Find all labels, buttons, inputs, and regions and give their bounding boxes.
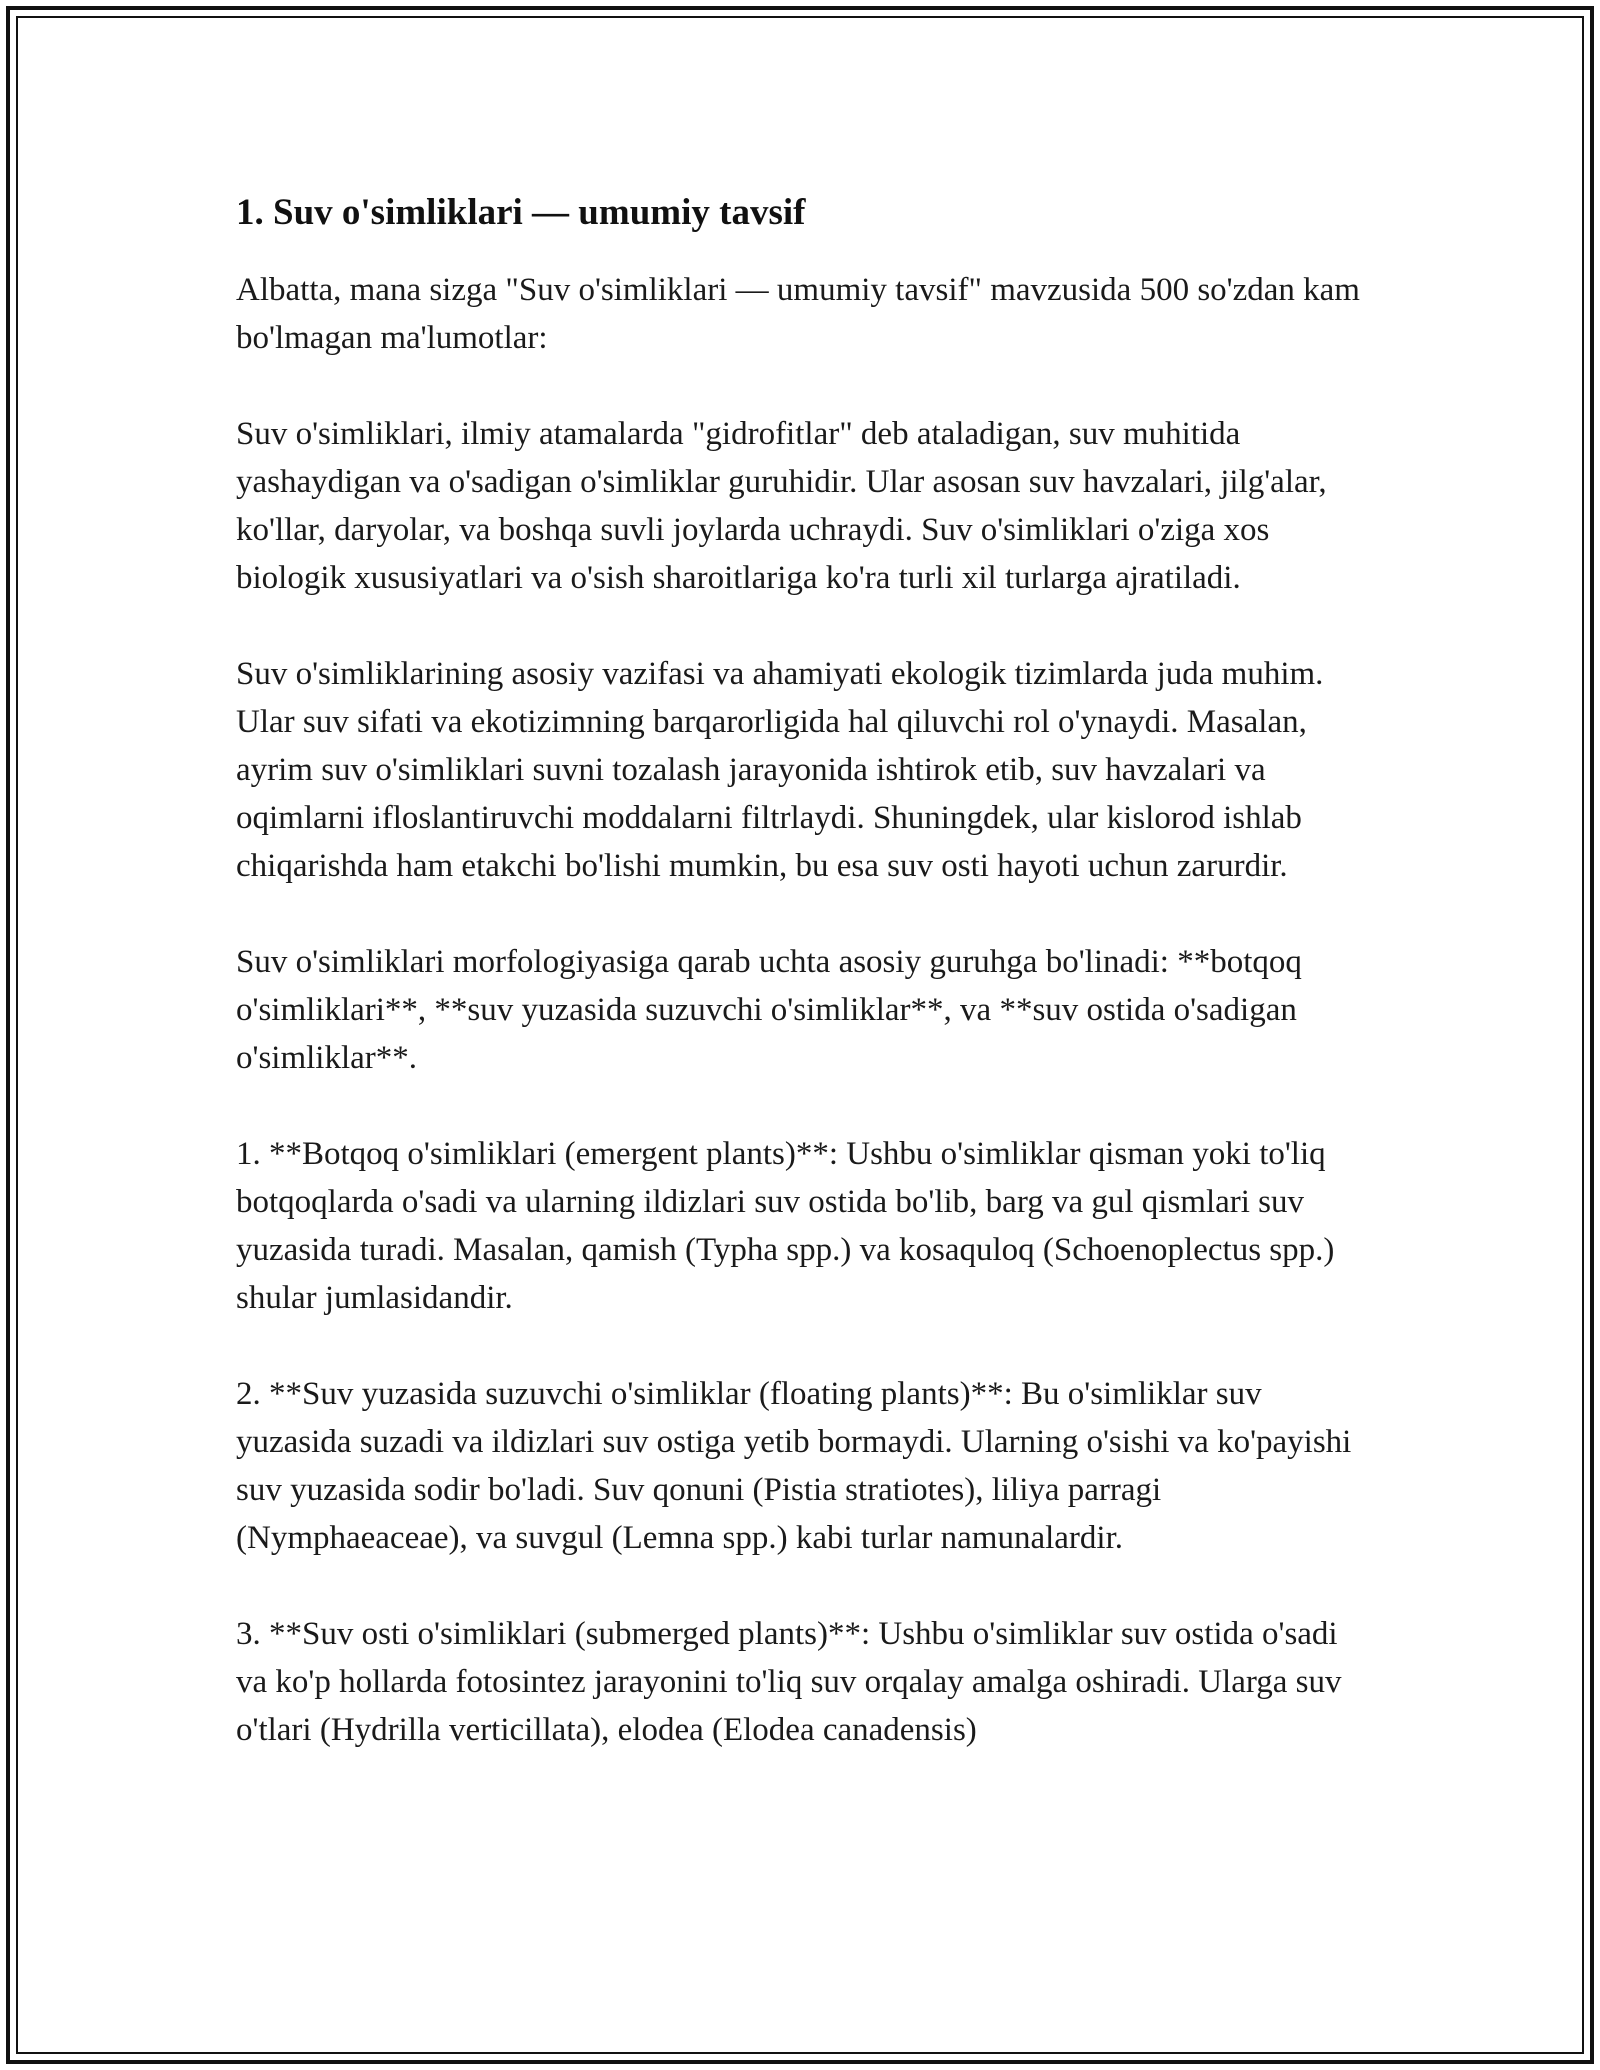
- submerged-plants-paragraph: 3. **Suv osti o'simliklari (submerged plants)**: Ushbu o'simliklar suv ostida o'sadi va ko'p hollarda fotosintez jarayonini to'liq suv orqalay amalga oshiradi. Ularga suv o'tlari (Hydrilla verticillata), elodea (Elodea canadensis): [236, 1616, 1342, 1748]
- importance-paragraph: Suv o'simliklarining asosiy vazifasi va ahamiyati ekologik tizimlarda juda muhim. Ular suv sifati va ekotizimning barqarorligida hal qiluvchi rol o'ynaydi. Masalan, ayrim suv o'simliklari suvni tozalash jarayonida ishtirok etib, suv havzalari va oqimlarni ifloslantiruvchi moddalarni filtrlaydi. Shuningdek, ular kislorod ishlab chiqarishda ham etakchi bo'lishi mumkin, bu esa suv osti hayoti uchun zarurdir.: [236, 656, 1324, 884]
- document-body: [236, 186, 1376, 1754]
- definition-paragraph: Suv o'simliklari, ilmiy atamalarda "gidrofitlar" deb ataladigan, suv muhitida yashaydigan va o'sadigan o'simliklar guruhidir. Ular asosan suv havzalari, jilg'alar, ko'llar, daryolar, va boshqa suvli joylarda uchraydi. Suv o'simliklari o'ziga xos biologik xususiyatlari va o'sish sharoitlariga ko'ra turli xil turlarga ajratiladi.: [236, 416, 1327, 596]
- floating-plants-paragraph: 2. **Suv yuzasida suzuvchi o'simliklar (floating plants)**: Bu o'simliklar suv yuzasida suzadi va ildizlari suv ostiga yetib bormaydi. Ularning o'sishi va ko'payishi suv yuzasida sodir bo'ladi. Suv qonuni (Pistia stratiotes), liliya parragi (Nymphaeaceae), va suvgul (Lemna spp.) kabi turlar namunalardir.: [236, 1376, 1352, 1556]
- intro-paragraph: Albatta, mana sizga "Suv o'simliklari — umumiy tavsif" mavzusida 500 so'zdan kam bo'lmagan ma'lumotlar:: [236, 272, 1360, 356]
- classification-paragraph: Suv o'simliklari morfologiyasiga qarab uchta asosiy guruhga bo'linadi: **botqoq o'simliklari**, **suv yuzasida suzuvchi o'simliklar**, va **suv ostida o'sadigan o'simliklar**.: [236, 944, 1302, 1076]
- emergent-plants-paragraph: 1. **Botqoq o'simliklari (emergent plants)**: Ushbu o'simliklar qisman yoki to'liq botqoqlarda o'sadi va ularning ildizlari suv ostida bo'lib, barg va gul qismlari suv yuzasida turadi. Masalan, qamish (Typha spp.) va kosaquloq (Schoenoplectus spp.) shular jumlasidandir.: [236, 1136, 1335, 1316]
- page-title: 1. Suv o'simliklari — umumiy tavsif: [236, 192, 806, 233]
